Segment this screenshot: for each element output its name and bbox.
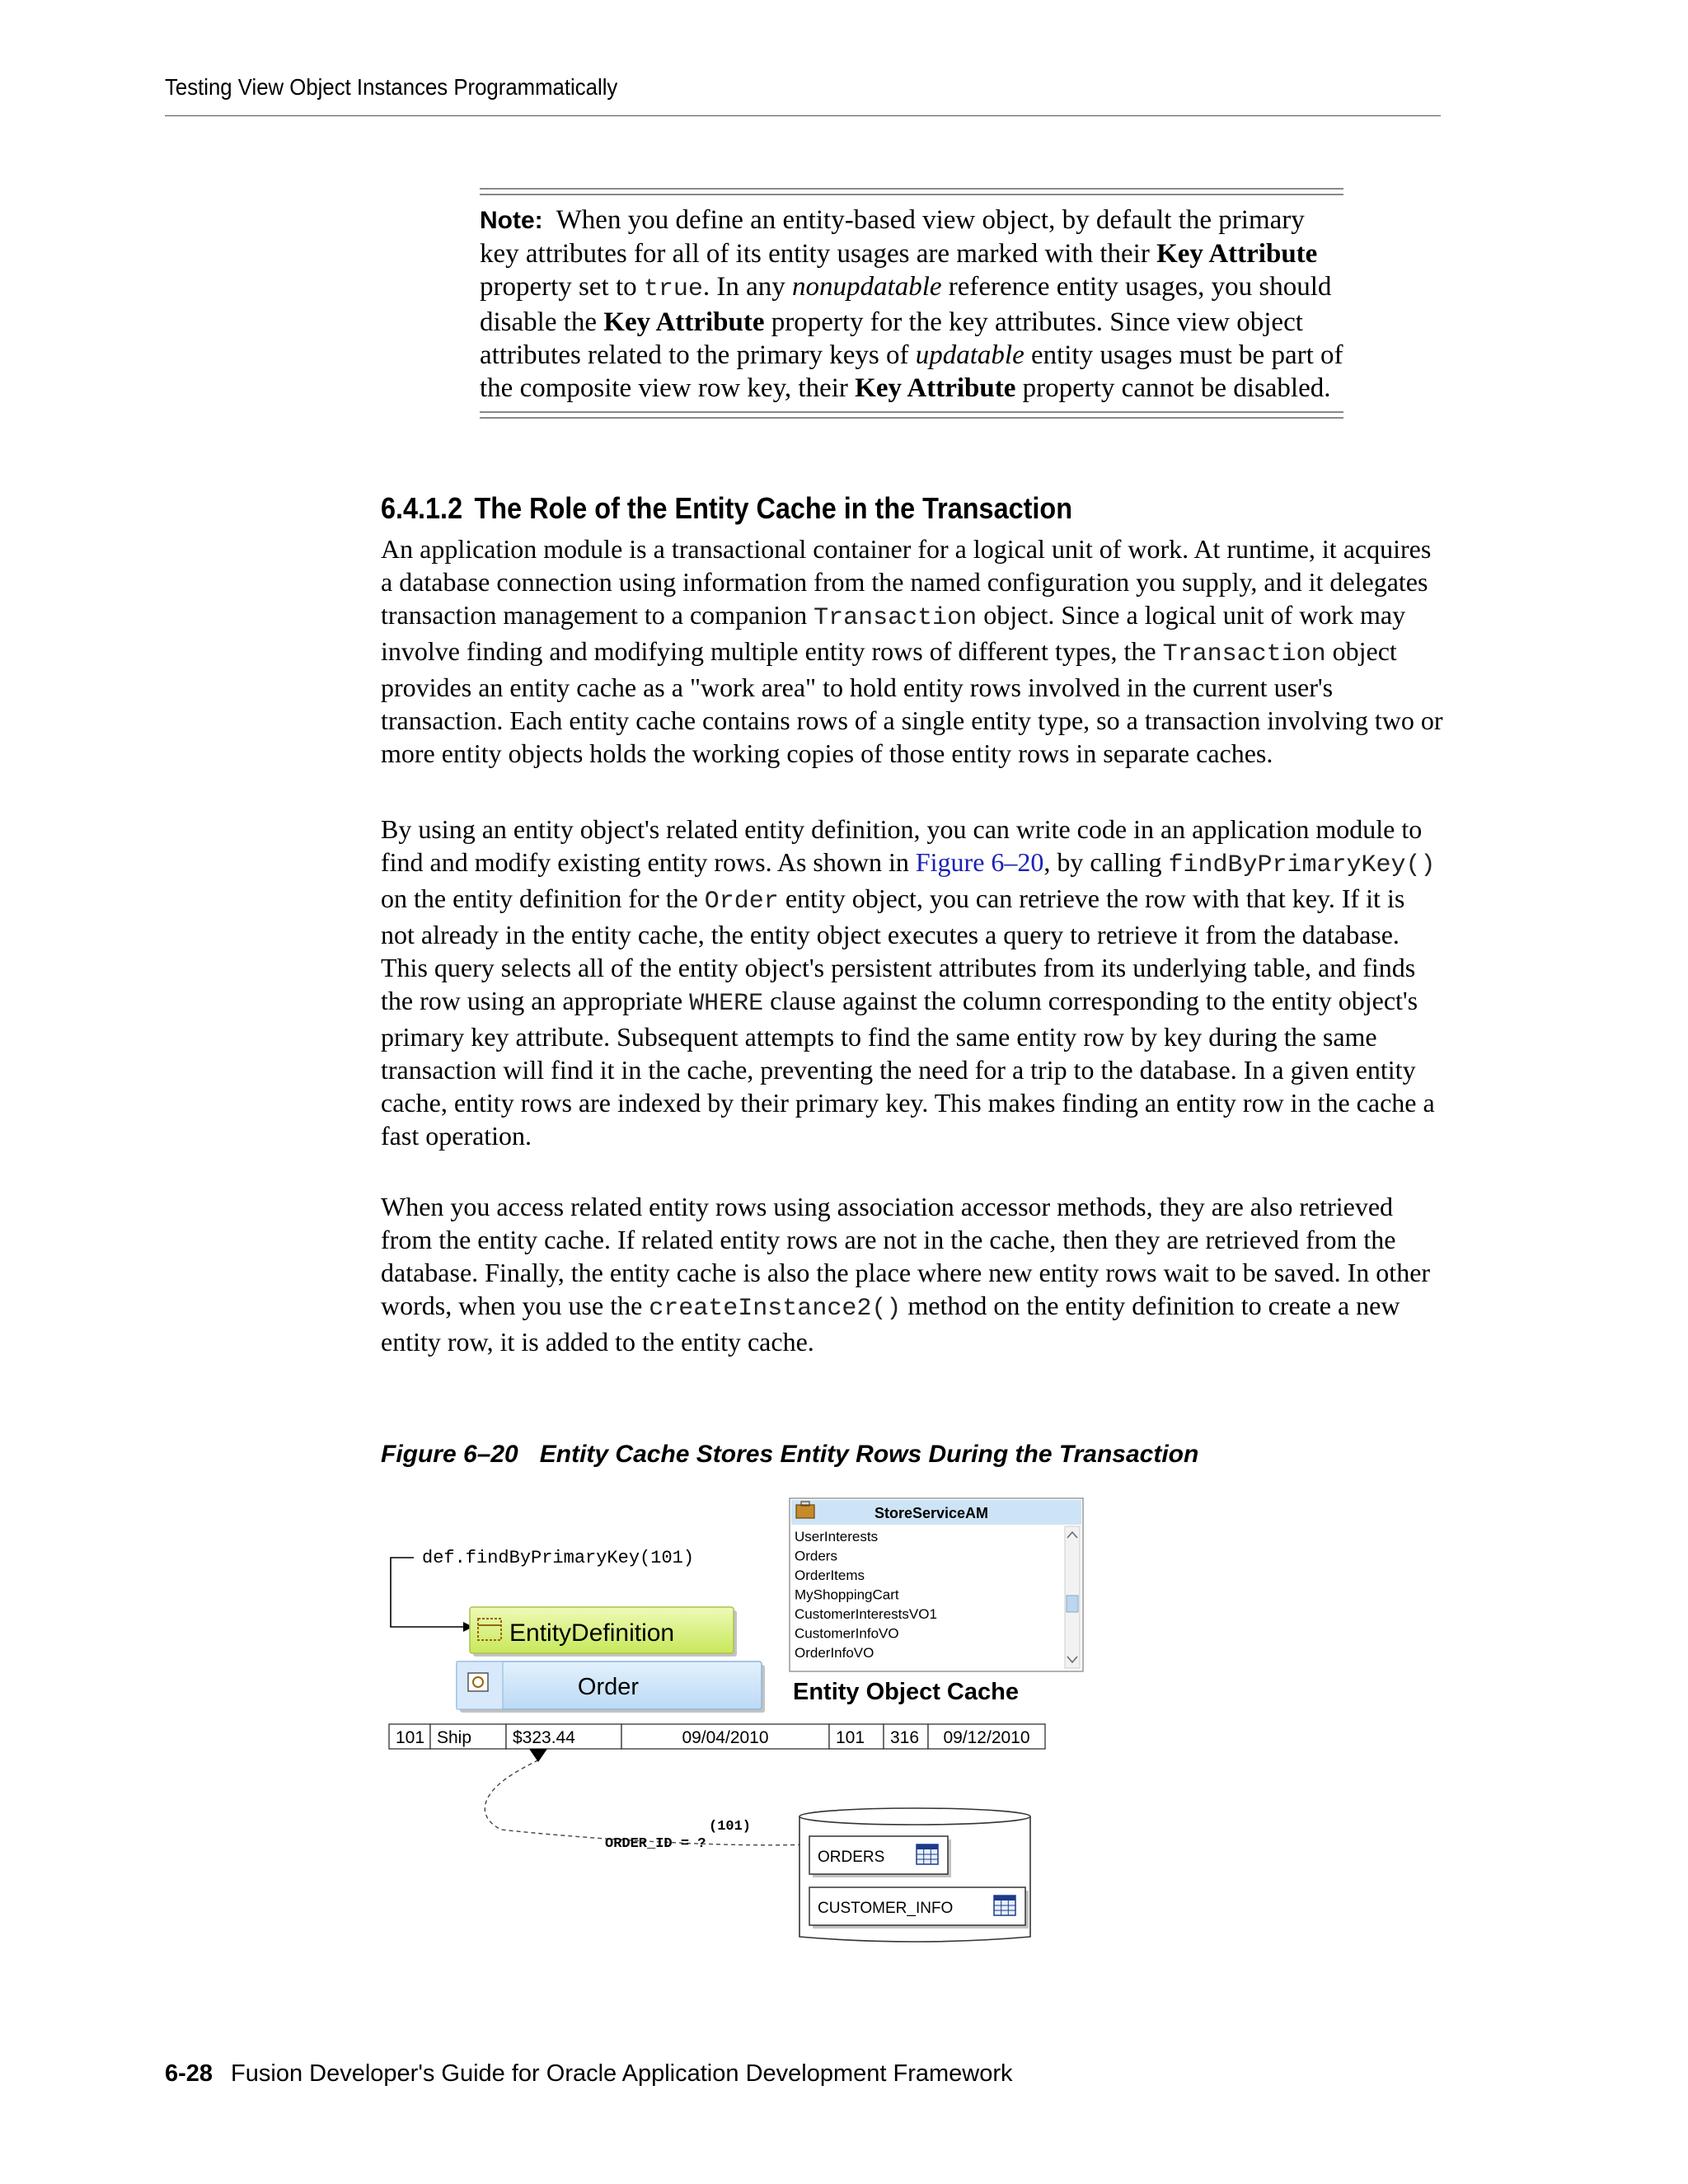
call-label: def.findByPrimaryKey(101) bbox=[422, 1548, 695, 1568]
note-top-rule bbox=[480, 188, 1343, 195]
running-header: Testing View Object Instances Programmatically bbox=[165, 74, 618, 100]
order-box bbox=[457, 1661, 765, 1713]
table-icon bbox=[917, 1844, 938, 1864]
paragraph-2 bbox=[381, 813, 1444, 1152]
call-arrow bbox=[391, 1558, 473, 1632]
figure-title: Entity Cache Stores Entity Rows During the Transaction bbox=[539, 1441, 1199, 1468]
query-value: (101) bbox=[709, 1819, 752, 1835]
note-text: property set to bbox=[480, 272, 644, 302]
query-clause: ORDER_ID = ? bbox=[605, 1836, 706, 1852]
inline-code: Transaction bbox=[814, 604, 978, 632]
note-text: . In any bbox=[702, 272, 793, 302]
page-number: 6-28 bbox=[165, 2060, 213, 2087]
book-title: Fusion Developer's Guide for Oracle Application Development Framework bbox=[231, 2060, 1013, 2087]
table-name: CUSTOMER_INFO bbox=[818, 1900, 954, 1917]
entity-row bbox=[389, 1724, 1045, 1749]
inline-code: WHERE bbox=[689, 990, 764, 1018]
entity-row-cell: 101 bbox=[396, 1728, 425, 1747]
application-module-item[interactable]: CustomerInterestsVO1 bbox=[795, 1606, 937, 1622]
note-box bbox=[480, 188, 1343, 419]
entity-object-cache-label: Entity Object Cache bbox=[793, 1679, 1019, 1705]
section-heading bbox=[381, 491, 1072, 526]
figure-caption bbox=[381, 1441, 1198, 1469]
paragraph-text: clause against the column corresponding to the entity object's primary key attribute. Subsequent attempts to find the same entity row by key during the same transaction will find it in the cache, preventing the need for a trip to the database. In a given entity cache, entity rows are indexed by their primary key. This makes finding an entity row in the cache a fast operation. bbox=[381, 986, 1435, 1151]
order-label: Order bbox=[577, 1674, 640, 1700]
query-arrow bbox=[485, 1749, 809, 1845]
paragraph-text: on the entity definition for the bbox=[381, 883, 705, 913]
entity-row-cell: Ship bbox=[437, 1728, 472, 1747]
entity-row-cell: $323.44 bbox=[513, 1728, 575, 1747]
application-module-item[interactable]: OrderItems bbox=[795, 1568, 865, 1583]
header-rule bbox=[165, 115, 1441, 116]
figure-link[interactable]: Figure 6–20 bbox=[915, 847, 1044, 877]
inline-code: findByPrimaryKey() bbox=[1168, 851, 1436, 879]
paragraph-text: object provides an entity cache as a "work area" to hold entity rows involved in the current user's transaction. Each entity cache contains rows of a single entity type, so a transaction involving two or more entity objects holds the working copies of those entity rows in separate caches. bbox=[381, 636, 1443, 768]
application-module-item[interactable]: MyShoppingCart bbox=[795, 1586, 899, 1603]
paragraph-text: When you access related entity rows using association accessor methods, they are also retrieved from the entity cache. If related entity rows are not in the cache, then they are retrieved from the database. Finally, the entity cache is also the place where new entity rows wait to be saved. In other words, when you use the bbox=[381, 1192, 1431, 1320]
application-module-panel bbox=[790, 1498, 1083, 1671]
order-entity-icon bbox=[468, 1673, 488, 1691]
application-module-item[interactable]: OrderInfoVO bbox=[795, 1645, 874, 1661]
inline-code: Order bbox=[704, 888, 779, 916]
paragraph-1 bbox=[381, 532, 1444, 770]
note-italic-term: nonupdatable bbox=[792, 272, 942, 302]
note-bold-term: Key Attribute bbox=[603, 307, 765, 337]
entity-definition-label: EntityDefinition bbox=[509, 1619, 675, 1647]
figure-number: Figure 6–20 bbox=[381, 1441, 518, 1468]
paragraph-text: method on the entity definition to create a new entity row, it is added to the entity cache. bbox=[381, 1291, 1400, 1357]
note-text: reference entity usages, you should disable the bbox=[480, 272, 1332, 337]
paragraph-text: entity object, you can retrieve the row with that key. If it is not already in the entity cache, the entity object executes a query to retrieve it from the database. This query selects all of the entity object's persistent attributes from its underlying table, and finds the row using an appropriate bbox=[381, 883, 1416, 1015]
paragraph-text: , by calling bbox=[1043, 847, 1169, 877]
entity-row-cell: 101 bbox=[836, 1728, 865, 1747]
entity-row-cell: 09/12/2010 bbox=[943, 1728, 1030, 1747]
application-module-title: StoreServiceAM bbox=[874, 1505, 989, 1521]
entity-row-cell: 316 bbox=[890, 1728, 920, 1747]
list-scrollbar[interactable] bbox=[1065, 1526, 1080, 1668]
note-text: entity usages must be part of the composite view row key, their bbox=[480, 340, 1343, 403]
note-label: Note: bbox=[480, 207, 543, 234]
note-bold-term: Key Attribute bbox=[1156, 239, 1318, 269]
note-bold-term: Key Attribute bbox=[855, 373, 1016, 403]
note-italic-term: updatable bbox=[915, 340, 1025, 370]
application-module-item[interactable]: UserInterests bbox=[795, 1529, 879, 1544]
paragraph-text: An application module is a transactional container for a logical unit of work. At runtime, it acquires a database connection using information from the named configuration you supply, and it delegates transaction management to a companion bbox=[381, 534, 1432, 630]
application-module-item[interactable]: Orders bbox=[795, 1548, 837, 1564]
inline-code: Transaction bbox=[1162, 640, 1326, 668]
paragraph-3 bbox=[381, 1190, 1444, 1358]
inline-code: createInstance2() bbox=[649, 1295, 902, 1323]
table-icon bbox=[994, 1896, 1015, 1915]
database-cylinder bbox=[799, 1808, 1030, 1942]
note-code: true bbox=[643, 275, 703, 303]
paragraph-text: By using an entity object's related entity definition, you can write code in an application module to find and modify existing entity rows. As shown in bbox=[381, 814, 1423, 877]
note-text: When you define an entity-based view object, by default the primary key attributes for all of its entity usages are marked with their bbox=[480, 205, 1305, 269]
section-title: The Role of the Entity Cache in the Transaction bbox=[474, 491, 1072, 525]
note-text: property for the key attributes. Since view object attributes related to the primary keys of bbox=[480, 307, 1303, 370]
paragraph-text: object. Since a logical unit of work may involve finding and modifying multiple entity rows of different types, the bbox=[381, 600, 1406, 666]
note-bottom-rule bbox=[480, 411, 1343, 419]
table-name: ORDERS bbox=[818, 1849, 885, 1866]
figure-svg bbox=[387, 1492, 1096, 1953]
note-body bbox=[480, 195, 1343, 411]
page-footer bbox=[165, 2060, 1013, 2088]
section-number: 6.4.1.2 bbox=[381, 491, 463, 525]
application-module-item[interactable]: CustomerInfoVO bbox=[795, 1625, 899, 1642]
entity-definition-box bbox=[470, 1607, 737, 1657]
entity-row-cell: 09/04/2010 bbox=[682, 1728, 769, 1747]
figure-diagram bbox=[387, 1492, 1096, 1953]
note-text: property cannot be disabled. bbox=[1015, 373, 1331, 403]
